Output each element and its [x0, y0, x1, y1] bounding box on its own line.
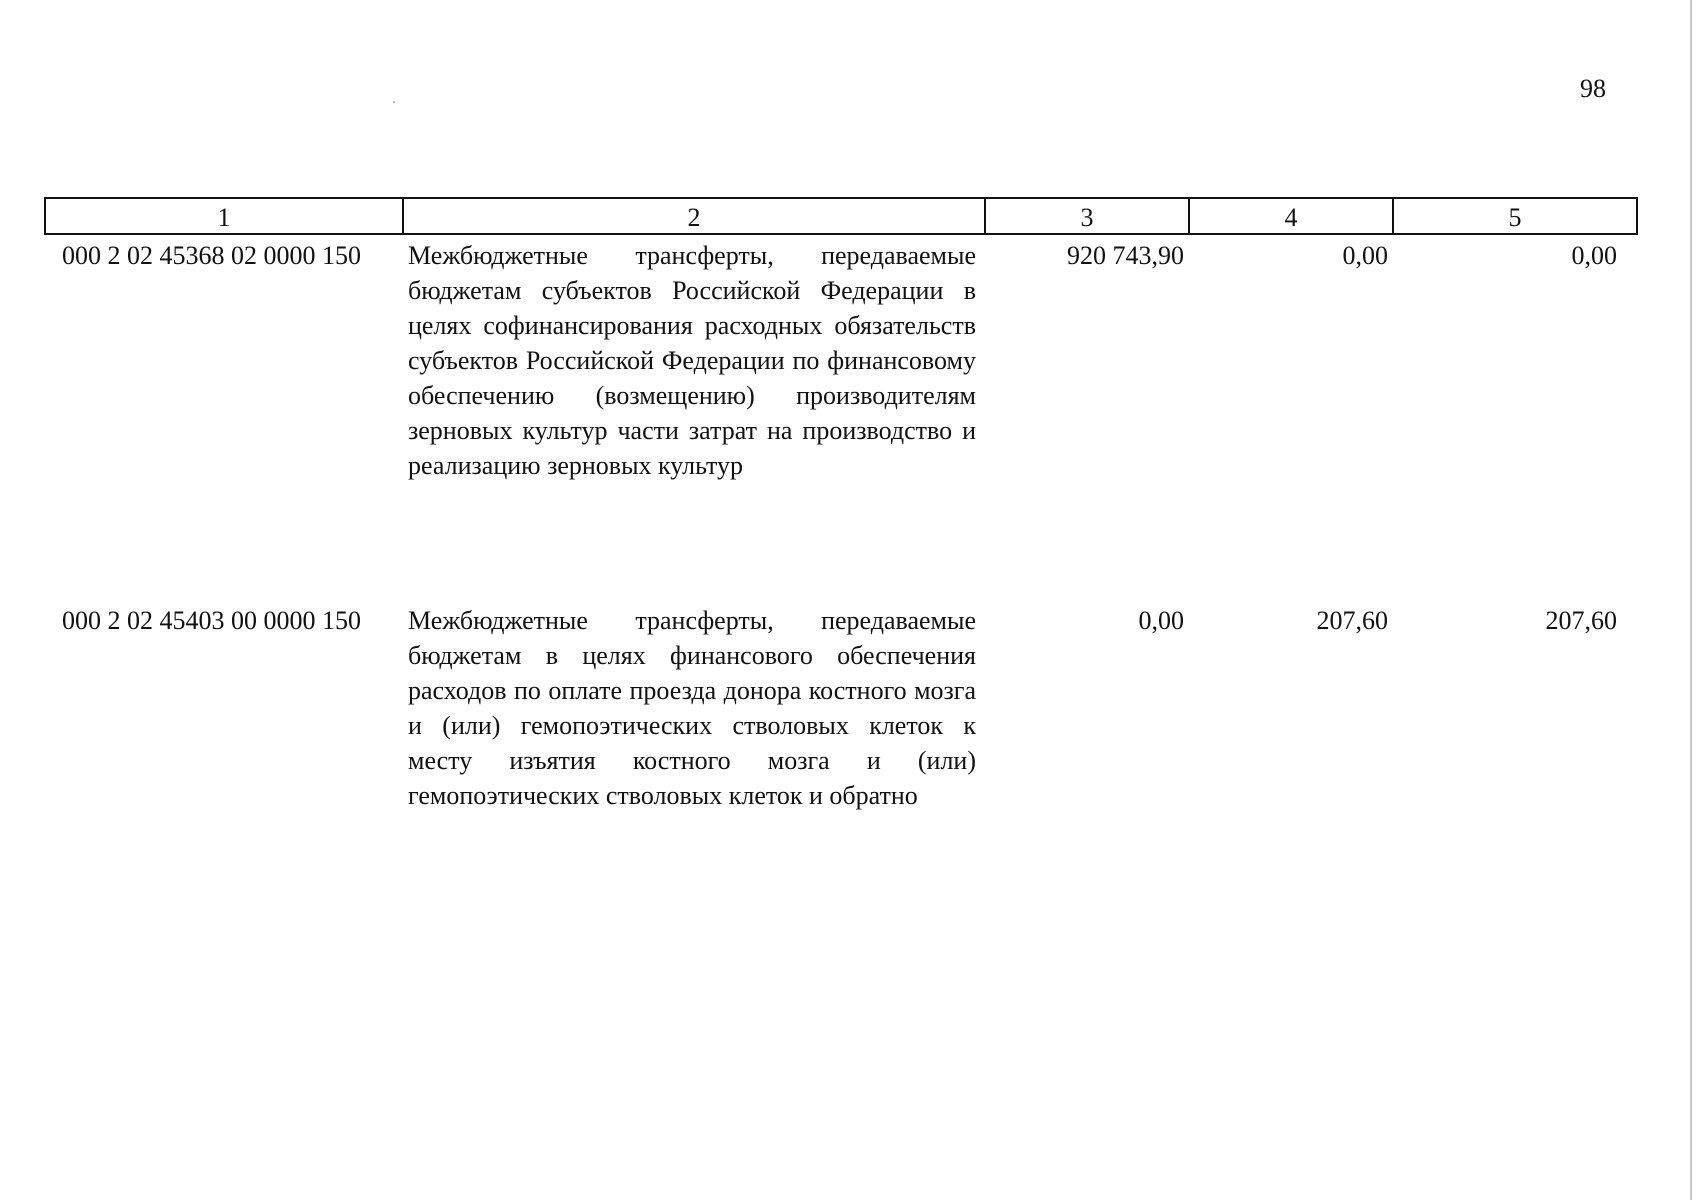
budget-code: 000 2 02 45403 00 0000 150 — [62, 606, 361, 635]
table-header — [44, 197, 1638, 235]
header-col-1: 1 — [46, 199, 404, 233]
scan-speck — [393, 101, 395, 103]
budget-code: 000 2 02 45368 02 0000 150 — [62, 241, 361, 270]
row-description: Межбюджетные трансферты, передаваемые бюджетам субъектов Российской Федерации в целях софинансирования расходных обязательств субъектов Российской Федерации по финансовому обеспечению (возмещению) производителям зерновых культур части затрат на производство и реализацию зерновых культур — [408, 241, 976, 480]
value-col-5: 0,00 — [1571, 241, 1617, 270]
value-col-4: 0,00 — [1342, 241, 1388, 270]
header-col-5: 5 — [1508, 203, 1522, 232]
header-col-4: 4 — [1190, 199, 1394, 233]
value-col-4: 207,60 — [1316, 606, 1388, 635]
row-description: Межбюджетные трансферты, передаваемые бюджетам в целях финансового обеспечения расходов по оплате проезда донора костного мозга и (или) гемопоэтических стволовых клеток к месту изъятия костного мозга и (или) гемопоэтических стволовых клеток и обратно — [408, 606, 976, 810]
value-col-5: 207,60 — [1545, 606, 1617, 635]
page-number: 98 — [1580, 74, 1606, 103]
header-col-2: 2 — [404, 199, 986, 233]
value-col-3: 0,00 — [1138, 606, 1184, 635]
scan-edge — [1690, 0, 1692, 1200]
value-col-3: 920 743,90 — [1067, 241, 1184, 270]
header-col-3: 3 — [986, 199, 1190, 233]
